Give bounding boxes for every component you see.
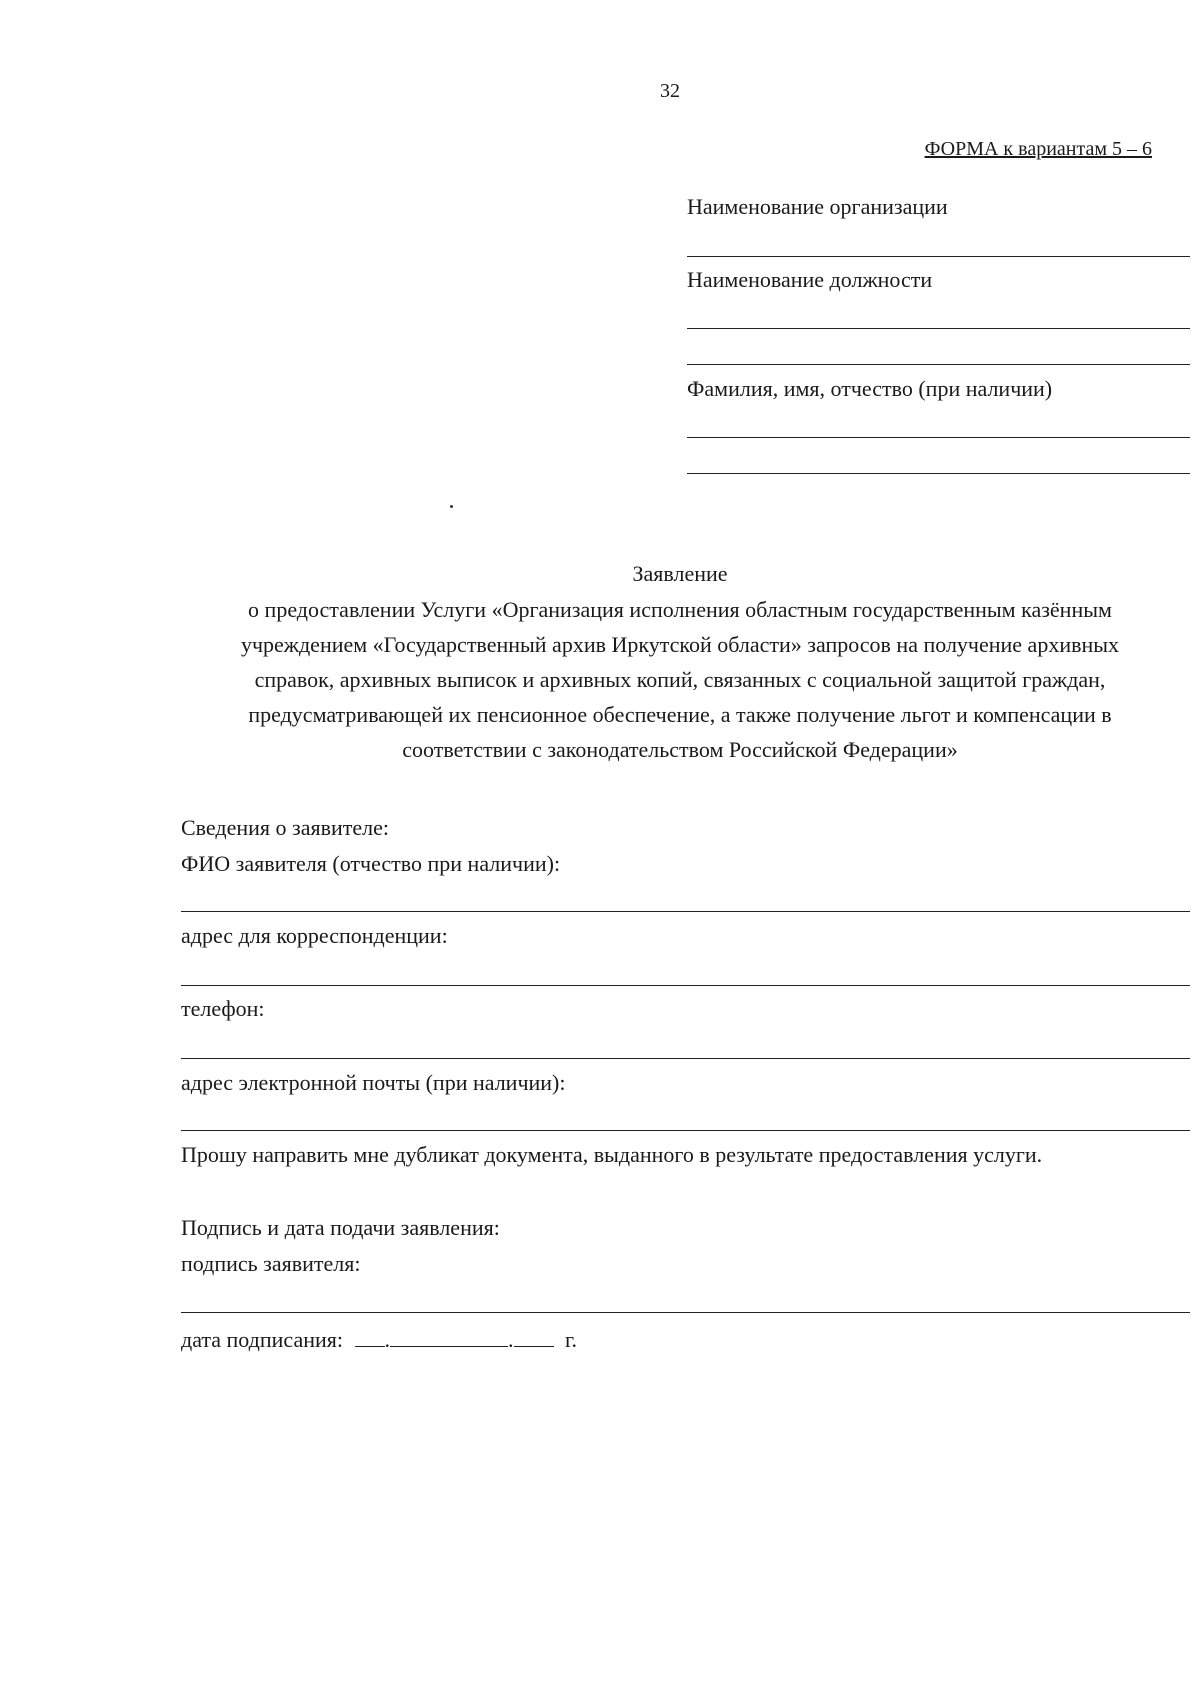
application-title: Заявление: [632, 561, 728, 586]
scan-dot-mark: [450, 505, 453, 508]
phone-line[interactable]: [181, 1058, 1190, 1059]
date-year-field[interactable]: [514, 1328, 554, 1347]
addressee-fio-line-2[interactable]: [687, 473, 1190, 474]
request-text: Прошу направить мне дубликат документа, выданного в результате предоставления услуги.: [181, 1142, 1043, 1167]
signing-date-row: [181, 1328, 577, 1351]
address-label: адрес для корреспонденции:: [181, 923, 448, 948]
application-subtitle: [180, 592, 1180, 767]
email-line[interactable]: [181, 1130, 1190, 1131]
organization-label: Наименование организации: [687, 194, 948, 219]
addressee-fio-label: Фамилия, имя, отчество (при наличии): [687, 376, 1053, 401]
signature-label: подпись заявителя:: [181, 1251, 361, 1276]
date-label: дата подписания:: [181, 1327, 343, 1352]
position-label: Наименование должности: [687, 267, 933, 292]
email-label: адрес электронной почты (при наличии):: [181, 1070, 566, 1095]
addressee-fio-line-1[interactable]: [687, 437, 1190, 438]
organization-line[interactable]: [687, 256, 1190, 257]
date-separator: .: [508, 1327, 514, 1352]
form-reference: ФОРМА к вариантам 5 – 6: [924, 138, 1152, 160]
date-month-field[interactable]: [390, 1328, 508, 1347]
subtitle-line: предусматривающей их пенсионное обеспечение, а также получение льгот и компенсации в: [248, 702, 1112, 727]
subtitle-line: соответствии с законодательством Российской Федерации»: [402, 737, 958, 762]
subtitle-line: о предоставлении Услуги «Организация исполнения областным государственным казённым: [248, 597, 1112, 622]
phone-label: телефон:: [181, 996, 265, 1021]
signature-section-label: Подпись и дата подачи заявления:: [181, 1215, 500, 1240]
position-line-1[interactable]: [687, 328, 1190, 329]
applicant-section-label: Сведения о заявителе:: [181, 815, 390, 840]
address-line[interactable]: [181, 985, 1190, 986]
subtitle-line: учреждением «Государственный архив Иркутской области» запросов на получение архивных: [240, 632, 1120, 657]
signature-line[interactable]: [181, 1312, 1190, 1313]
page-number: 32: [660, 80, 680, 102]
position-line-2[interactable]: [687, 364, 1190, 365]
year-suffix: г.: [565, 1327, 578, 1352]
date-separator: .: [384, 1327, 390, 1352]
date-day-field[interactable]: [355, 1328, 385, 1347]
applicant-fio-label: ФИО заявителя (отчество при наличии):: [181, 851, 561, 876]
subtitle-line: справок, архивных выписок и архивных копий, связанных с социальной защитой граждан,: [254, 667, 1106, 692]
applicant-fio-line[interactable]: [181, 911, 1190, 912]
